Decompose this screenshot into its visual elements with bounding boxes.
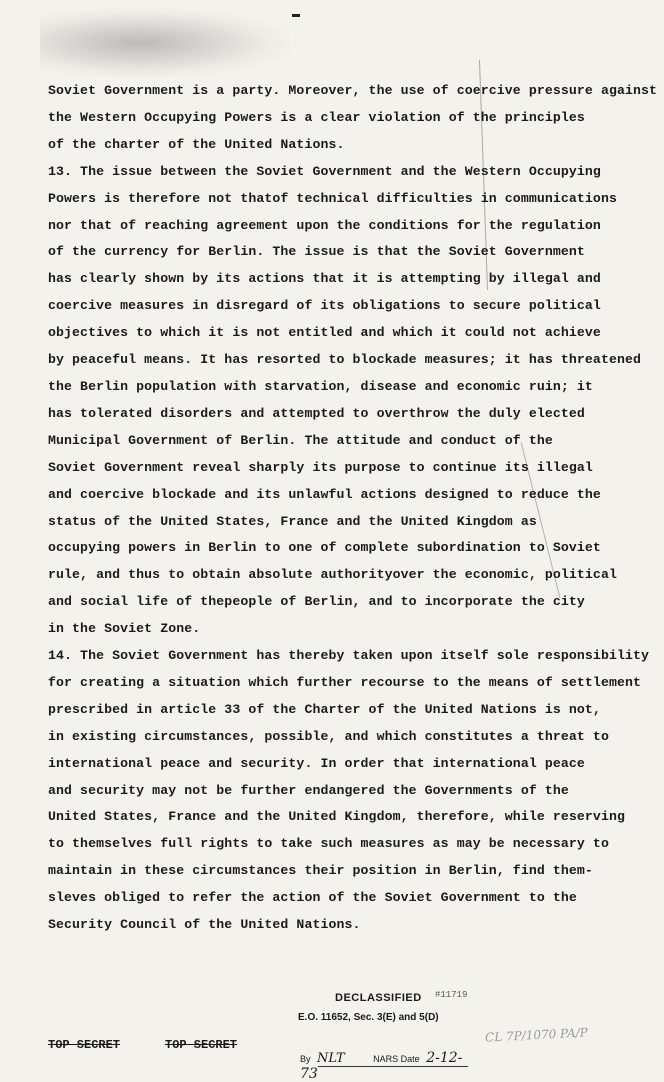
text-line: and security may not be further endangered the Governments of the <box>48 782 569 798</box>
text-line: 14. The Soviet Government has thereby taken upon itself sole responsibility <box>48 648 650 664</box>
text-line: in the Soviet Zone. <box>48 621 201 637</box>
text-line: to themselves full rights to take such measures as may be necessary to <box>48 836 609 852</box>
text-line: prescribed in article 33 of the Charter of the United Nations is not, <box>48 701 601 717</box>
executive-order-line: E.O. 11652, Sec. 3(E) and 5(D) <box>298 1012 439 1023</box>
signature-rule <box>318 1066 468 1067</box>
text-line: nor that of reaching agreement upon the conditions for the regulation <box>48 217 601 233</box>
text-line: in existing circumstances, possible, and which constitutes a threat to <box>48 728 609 744</box>
by-label: By <box>300 1054 311 1064</box>
text-line: for creating a situation which further recourse to the means of settlement <box>48 674 642 690</box>
scan-smudge <box>40 8 290 78</box>
by-initials: NLT <box>317 1051 345 1066</box>
text-line: international peace and security. In order that international peace <box>48 755 585 771</box>
text-line: and social life of thepeople of Berlin, and to incorporate the city <box>48 594 585 610</box>
text-line: maintain in these circumstances their position in Berlin, find them- <box>48 863 593 879</box>
text-line: Soviet Government reveal sharply its purpose to continue its illegal <box>48 459 593 475</box>
margin-handwriting: CL 7P/1070 PA/P <box>484 1025 589 1045</box>
text-line: sleves obliged to refer the action of the Soviet Government to the <box>48 890 577 906</box>
text-line: of the currency for Berlin. The issue is that the Soviet Government <box>48 244 585 260</box>
document-footer <box>0 990 664 1082</box>
text-line: and coercive blockade and its unlawful actions designed to reduce the <box>48 486 601 502</box>
text-line: status of the United States, France and the United Kingdom as <box>48 513 537 529</box>
nars-date-label: NARS Date <box>373 1054 420 1064</box>
text-line: has tolerated disorders and attempted to overthrow the duly elected <box>48 405 585 421</box>
text-line: has clearly shown by its actions that it is attempting by illegal and <box>48 271 601 287</box>
text-line: Powers is therefore not thatof technical difficulties in communications <box>48 190 617 206</box>
text-line: United States, France and the United Kingdom, therefore, while reserving <box>48 809 625 825</box>
classification-marking-left: TOP SECRET <box>48 1038 121 1052</box>
text-line: occupying powers in Berlin to one of complete subordination to Soviet <box>48 540 601 556</box>
text-line: Municipal Government of Berlin. The attitude and conduct of the <box>48 432 553 448</box>
page-mark <box>292 14 300 17</box>
text-line: by peaceful means. It has resorted to blockade measures; it has threatened <box>48 352 642 368</box>
text-line: Security Council of the United Nations. <box>48 917 361 933</box>
text-line: 13. The issue between the Soviet Government and the Western Occupying <box>48 163 601 179</box>
text-line: the Western Occupying Powers is a clear violation of the principles <box>48 109 585 125</box>
classification-marking-right: TOP SECRET <box>165 1038 238 1052</box>
document-body <box>48 78 658 939</box>
declassified-number: #11719 <box>435 990 468 1000</box>
text-line: rule, and thus to obtain absolute authorityover the economic, political <box>48 567 617 583</box>
text-line: of the charter of the United Nations. <box>48 136 345 152</box>
text-line: objectives to which it is not entitled and which it could not achieve <box>48 325 601 341</box>
declassified-stamp: DECLASSIFIED <box>335 992 422 1004</box>
text-line: Soviet Government is a party. Moreover, the use of coercive pressure against <box>48 83 658 98</box>
text-line: the Berlin population with starvation, disease and economic ruin; it <box>48 378 593 394</box>
text-line: coercive measures in disregard of its obligations to secure political <box>48 298 601 314</box>
declassification-date: 2-12-73 <box>300 1050 463 1082</box>
